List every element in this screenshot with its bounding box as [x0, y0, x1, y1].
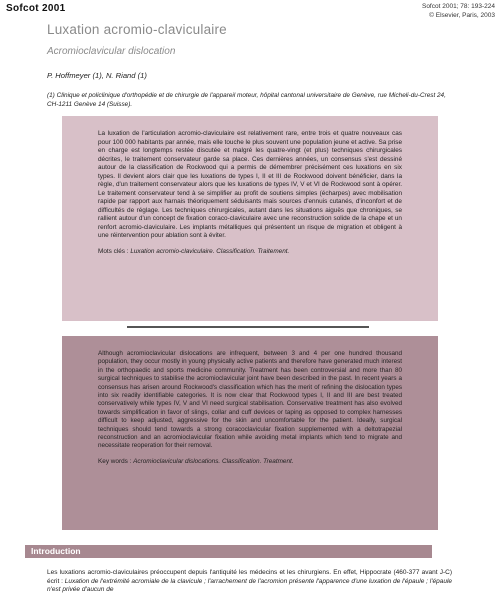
- article-title: Luxation acromio-claviculaire: [47, 22, 227, 37]
- authors: P. Hoffmeyer (1), N. Riand (1): [47, 71, 147, 80]
- keywords-label: Mots clés :: [98, 247, 131, 255]
- reference-line: Sofcot 2001; 78: 193-224: [421, 3, 495, 10]
- divider: [127, 326, 369, 328]
- abstract-english: [62, 336, 438, 530]
- keywords-list: Acromioclavicular dislocations. Classification. Treatment.: [133, 457, 294, 465]
- introduction-text: [47, 569, 452, 595]
- copyright-line: © Elsevier, Paris, 2003: [429, 11, 495, 19]
- keywords-french: [98, 248, 402, 257]
- article-subtitle: Acromioclavicular dislocation: [47, 46, 176, 57]
- keywords-english: [98, 458, 402, 467]
- affiliation: (1) Clinique et policlinique d'orthopédie et de chirurgie de l'appareil moteur, hôpital cantonal universitaire de Genève, rue Micheli-du-Crest 24, CH-1211 Genève 14 (Suisse).: [47, 92, 446, 108]
- journal-reference: [422, 3, 495, 20]
- journal-name: Sofcot 2001: [6, 3, 66, 14]
- abstract-french: [62, 116, 438, 321]
- intro-plain-text: Les luxations acromio-claviculaires préoccupent depuis l'antiquité les médecins et les chirurgiens. En effet, Hippocrate (460-377 avant J-C) écrit :: [47, 569, 452, 585]
- keywords-label: Key words :: [98, 457, 134, 465]
- section-heading: Introduction: [31, 546, 81, 556]
- abstract-english-text: Although acromioclavicular dislocations are infrequent, between 3 and 4 per one hundred thousand population, they occur mostly in young physically active patients and therefore have generated much interest in the orthopaedic and sports medicine community. Treatment has been controversial and more than 80 surgical techniques to stabilise the acromioclavicular joint have been described in the past. In recent years a consensus has arisen around Rockwood's classification which has the merit of refining the dislocation types into six readily identifiable categories. It is now clear that Rockwood types I, II and III are best treated conservatively while types IV, V and VI need surgical stabilisation. Conservative treatment has also evolved towards simplification in favor of slings, collar and cuff devices or taping as opposed to complex harnesses difficult to keep adjusted, aggressive for the skin and uncomfortable for the patient. Ideally, surgical techniques should tend towards a strong coracoclavicular fixation supplemented with a deltotrapezial reconstruction and an acromioclavicular fixation while avoiding metal implants which tend to migrate and necessitate reoperation for their removal.: [98, 350, 402, 450]
- keywords-list: Luxation acromio-claviculaire. Classification. Traitement.: [130, 247, 290, 255]
- section-header-introduction: [25, 545, 432, 558]
- abstract-french-text: La luxation de l'articulation acromio-claviculaire est relativement rare, entre trois et quatre nouveaux cas pour 100 000 habitants par année, mais elle touche le plus souvent une population jeune et active. Sa prise en charge est longtemps restée discutée et malgré les quatre-vingt (et plus) techniques chirurgicales décrites, le traitement conservateur garde sa place. Ces dernières années, un consensus s'est dessiné autour de la classification de Rockwood qui a permis de démembrer précisément ces luxations en six types. Il devient alors clair que les luxations de types I, II et III de Rockwood doivent bénéficier, dans la règle, d'un traitement conservateur alors que les luxations de types IV, V et VI de Rockwood sont à opérer. Le traitement conservateur tend à se simplifier au profit de soutiens simples (écharpes) avec mobilisation rapide par rapport aux harnais théoriquement séduisants mais sources d'ennuis cutanés, d'inconfort et de difficultés de réglage. Les techniques chirurgicales, autant dans les situations aiguës que chroniques, se rallient autour d'un concept de fixation coraco-claviculaire avec une reconstruction solide de la chape et un renfort acromio-claviculaire. Les implants métalliques qui présentent un risque de migration et obligent à une réintervention pour ablation sont à éviter.: [98, 130, 402, 239]
- intro-quote: Luxation de l'extrémité acromiale de la clavicule ; l'arrachement de l'acromion présente l'apparence d'une luxation de l'épaule ; l'épaule n'est privée d'aucun de: [47, 577, 452, 594]
